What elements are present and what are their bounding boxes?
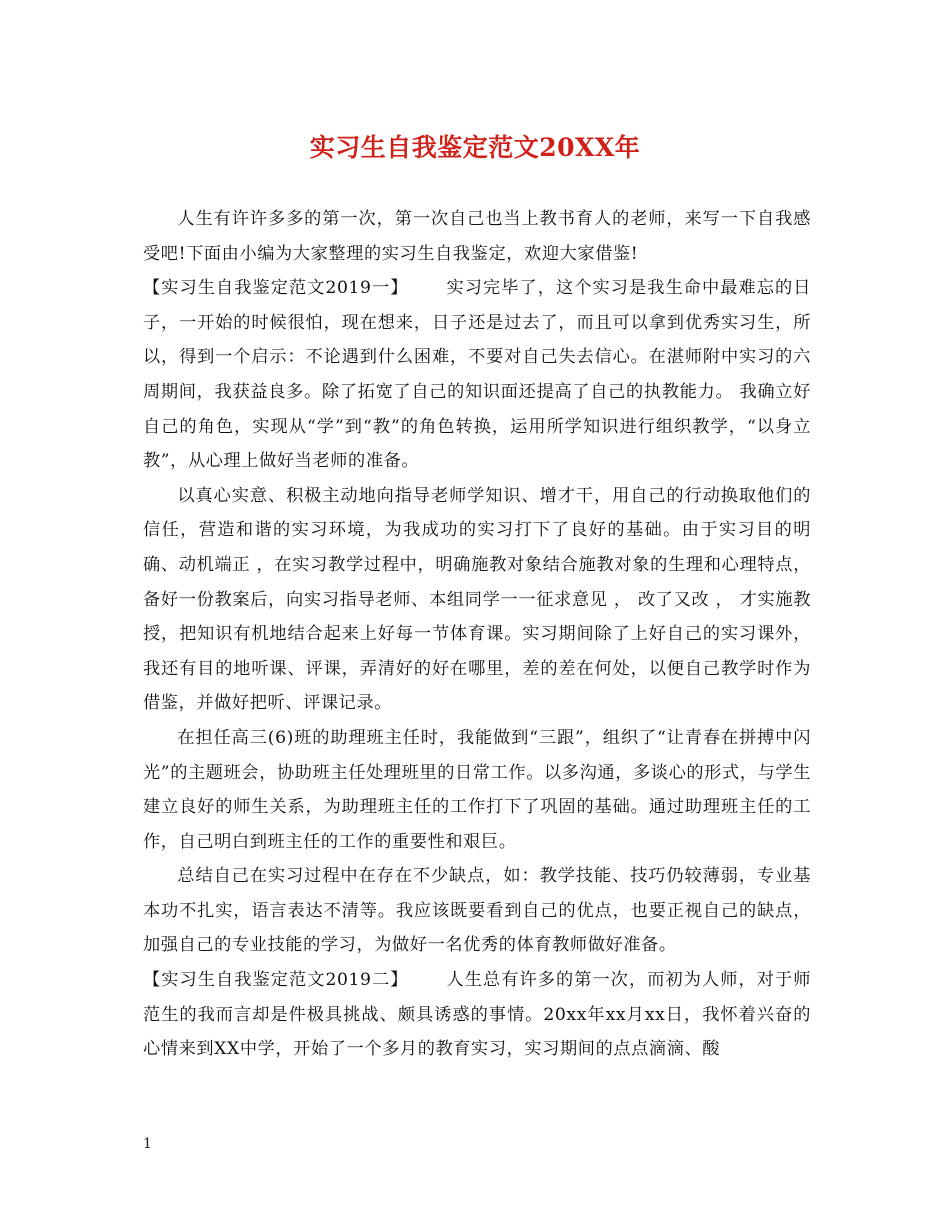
paragraph-three: 在担任高三(6)班的助理班主任时，我能做到“三跟”，组织了“让青春在拼搏中闪光”的主题班会，协助班主任处理班里的日常工作。以多沟通，多谈心的形式，与学生建立良好的师生关系，为助理班主任的工作打下了巩固的基础。通过助理班主任的工作，自己明白到班主任的工作的重要性和艰巨。 (143, 727, 811, 852)
section-two (143, 963, 811, 1067)
paragraph-two: 以真心实意、积极主动地向指导老师学知识、增才干，用自己的行动换取他们的信任，营造和谐的实习环境，为我成功的实习打下了良好的基础。由于实习目的明确、动机端正 ，在实习教学过程中，明确施教对象结合施教对象的生理和心理特点，备好一份教案后，向实习指导老师、本组同学一一征求意见 ， 改了又改 ， 才实施教授，把知识有机地结合起来上好每一节体育课。实习期间除了上好自己的实习课外，我还有目的地听课、评课，弄清好的好在哪里，差的差在何处，以便自己教学时作为借鉴，并做好把听、评课记录。 (143, 485, 811, 714)
page-number: 1 (143, 1136, 152, 1152)
section-one (143, 271, 811, 479)
paragraph-four: 总结自己在实习过程中在存在不少缺点，如：教学技能、技巧仍较薄弱，专业基本功不扎实，语言表达不清等。我应该既要看到自己的优点，也要正视自己的缺点，加强自己的专业技能的学习，为做好一名优秀的体育教师做好准备。 (143, 866, 811, 956)
document-title: 实习生自我鉴定范文20XX年 (309, 133, 641, 162)
section-two-heading: 【实习生自我鉴定范文2019二】 (143, 970, 409, 991)
section-one-heading: 【实习生自我鉴定范文2019一】 (143, 278, 409, 299)
intro-paragraph: 人生有许许多多的第一次，第一次自己也当上教书育人的老师，来写一下自我感受吧!下面由小编为大家整理的实习生自我鉴定，欢迎大家借鉴! (143, 209, 811, 264)
document-body (143, 202, 811, 1067)
section-one-text: 实习完毕了，这个实习是我生命中最难忘的日子，一开始的时候很怕，现在想来，日子还是过去了，而且可以拿到优秀实习生，所以，得到一个启示：不论遇到什么困难，不要对自己失去信心。在湛师附中实习的六周期间，我获益良多。除了拓宽了自己的知识面还提高了自己的执教能力。 我确立好自己的角色，实现从“学”到“教”的角色转换，运用所学知识进行组织教学，“以身立教”，从心理上做好当老师的准备。 (143, 278, 811, 472)
section-two-text: 人生总有许多的第一次，而初为人师，对于师范生的我而言却是件极具挑战、颇具诱惑的事情。20xx年xx月xx日，我怀着兴奋的心情来到XX中学，开始了一个多月的教育实习，实习期间的点点滴滴、酸 (143, 970, 811, 1060)
